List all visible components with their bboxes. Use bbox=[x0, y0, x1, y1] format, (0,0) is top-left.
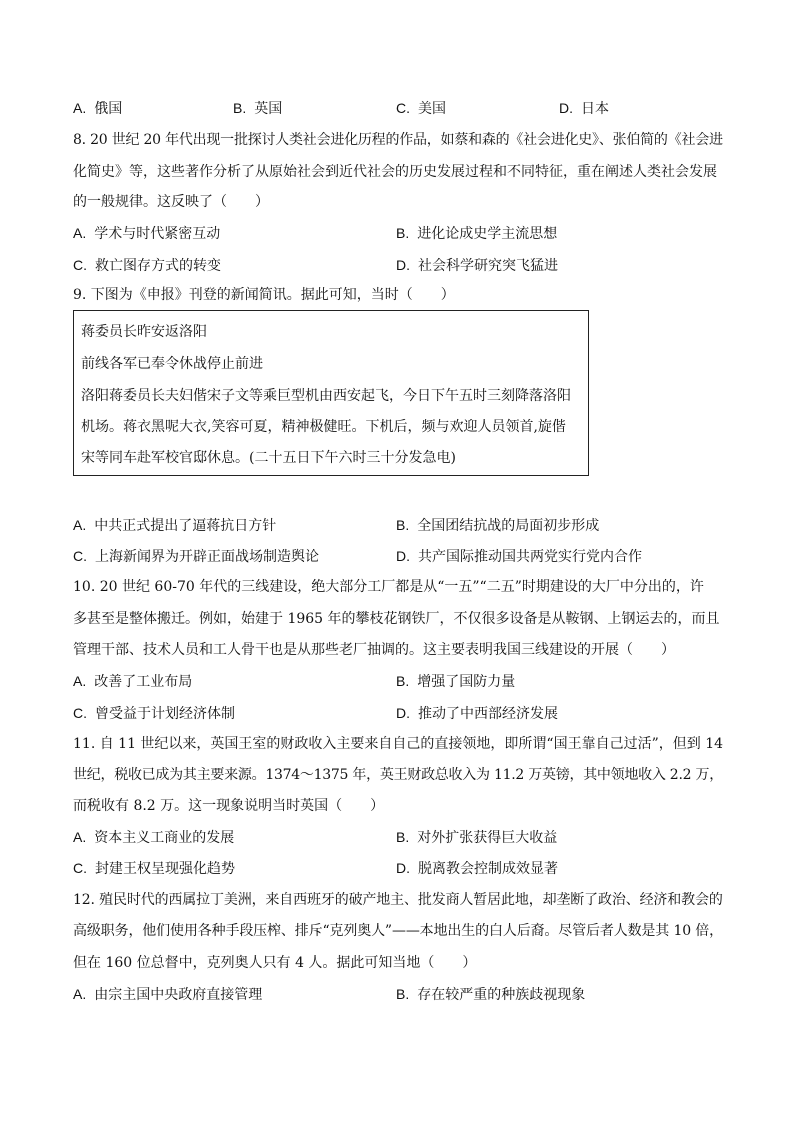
q12-option-b: B. 存在较严重的种族歧视现象 bbox=[396, 986, 586, 1003]
q7-option-a: A. 俄国 bbox=[73, 100, 123, 117]
q8-option-b: B. 进化论成史学主流思想 bbox=[396, 225, 558, 242]
q10-option-b: B. 增强了国防力量 bbox=[396, 673, 516, 690]
q9-option-c: C. 上海新闻界为开辟正面战场制造舆论 bbox=[73, 548, 319, 565]
q11-stem-line-2: 世纪，税收已成为其主要来源。1374～1375 年，英王财政总收入为 11.2 万英镑，其中领地收入 2.2 万， bbox=[73, 767, 723, 783]
q10-option-c: C. 曾受益于计划经济体制 bbox=[73, 705, 235, 722]
news-body-line-3: 宋等同车赴军校官邸休息。(二十五日下午六时三十分发急电) bbox=[81, 450, 456, 466]
q8-option-d: D. 社会科学研究突飞猛进 bbox=[396, 257, 558, 274]
q11-stem-line-1: 11. 自 11 世纪以来，英国王室的财政收入主要来自自己的直接领地，即所谓“国王靠自己过活”，但到 14 bbox=[73, 736, 724, 752]
news-subheadline: 前线各军已奉令休战停止前进 bbox=[81, 356, 263, 372]
q12-option-a: A. 由宗主国中央政府直接管理 bbox=[73, 986, 263, 1003]
q12-stem-line-2: 高级职务，他们使用各种手段压榨、排斥“克列奥人”——本地出生的白人后裔。尽管后者人数是其 10 倍， bbox=[73, 923, 724, 939]
news-body-line-2: 机场。蒋衣黑呢大衣,笑容可夏，精神极健旺。下机后，频与欢迎人员领首,旋偕 bbox=[81, 419, 566, 435]
q8-stem-line-1: 8. 20 世纪 20 年代出现一批探讨人类社会进化历程的作品，如蔡和森的《社会进化史》、张伯简的《社会进 bbox=[73, 132, 723, 148]
news-body-line-1: 洛阳蒋委员长夫妇偕宋子文等乘巨型机由西安起飞，今日下午五时三刻降落洛阳 bbox=[81, 388, 571, 404]
q10-option-d: D. 推动了中西部经济发展 bbox=[396, 705, 558, 722]
q8-option-a: A. 学术与时代紧密互动 bbox=[73, 225, 221, 242]
q9-option-b: B. 全国团结抗战的局面初步形成 bbox=[396, 517, 600, 534]
q7-option-b: B. 英国 bbox=[233, 100, 283, 117]
q11-option-a: A. 资本主义工商业的发展 bbox=[73, 829, 235, 846]
q10-option-a: A. 改善了工业布局 bbox=[73, 673, 193, 690]
q8-option-c: C. 救亡图存方式的转变 bbox=[73, 257, 221, 274]
q8-stem-line-3: 的一般规律。这反映了（ ） bbox=[73, 194, 269, 210]
q7-option-c: C. 美国 bbox=[396, 100, 446, 117]
q11-stem-line-3: 而税收有 8.2 万。这一现象说明当时英国（ ） bbox=[73, 798, 385, 814]
news-clipping-box bbox=[73, 310, 589, 476]
q12-stem-line-1: 12. 殖民时代的西属拉丁美洲，来自西班牙的破产地主、批发商人暂居此地，却垄断了政治、经济和教会的 bbox=[73, 892, 723, 908]
q11-option-b: B. 对外扩张获得巨大收益 bbox=[396, 829, 558, 846]
q9-option-a: A. 中共正式提出了逼蒋抗日方针 bbox=[73, 517, 277, 534]
news-headline: 蒋委员长昨安返洛阳 bbox=[81, 324, 207, 340]
q12-stem-line-3: 但在 160 位总督中，克列奥人只有 4 人。据此可知当地（ ） bbox=[73, 955, 477, 971]
q8-stem-line-2: 化简史》等，这些著作分析了从原始社会到近代社会的历史发展过程和不同特征，重在阐述人类社会发展 bbox=[73, 164, 717, 180]
q11-option-d: D. 脱离教会控制成效显著 bbox=[396, 860, 558, 877]
q11-option-c: C. 封建王权呈现强化趋势 bbox=[73, 860, 235, 877]
q10-stem-line-2: 多甚至是整体搬迁。例如，始建于 1965 年的攀枝花钢铁厂，不仅很多设备是从鞍钢、上钢运去的，而且 bbox=[73, 611, 720, 627]
q7-option-d: D. 日本 bbox=[559, 100, 609, 117]
q9-stem: 9. 下图为《申报》刊登的新闻简讯。据此可知，当时（ ） bbox=[73, 287, 455, 303]
q9-option-d: D. 共产国际推动国共两党实行党内合作 bbox=[396, 548, 642, 565]
q10-stem-line-1: 10. 20 世纪 60-70 年代的三线建设，绝大部分工厂都是从“一五”“二五”时期建设的大厂中分出的，许 bbox=[73, 579, 704, 595]
q10-stem-line-3: 管理干部、技术人员和工人骨干也是从那些老厂抽调的。这主要表明我国三线建设的开展（ ） bbox=[73, 642, 675, 658]
